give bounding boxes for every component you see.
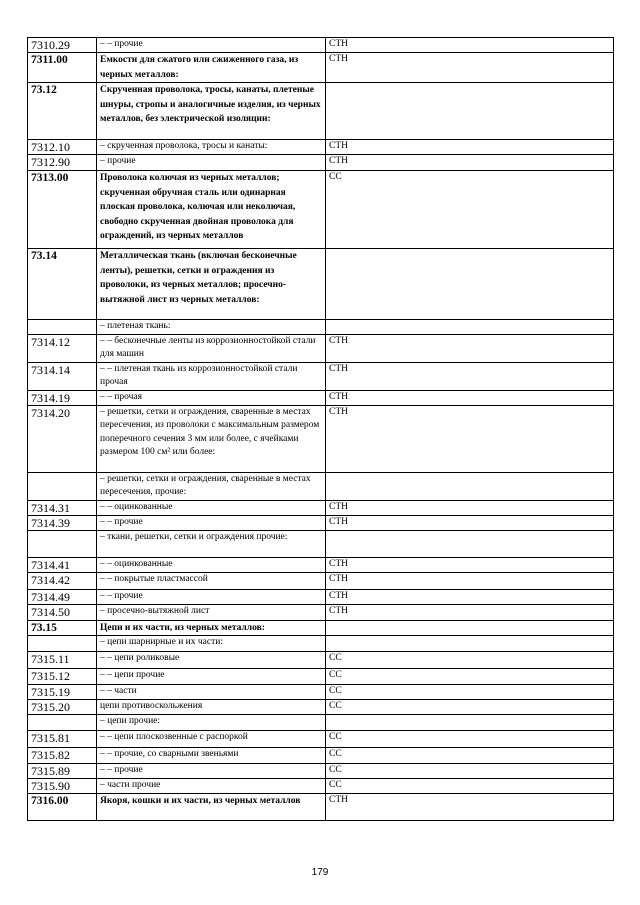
certification-cell: СТН [326,572,614,589]
table-row [28,249,614,320]
certification-cell [326,83,614,140]
certification-cell: СТН [326,155,614,171]
table-row [28,620,614,636]
certification-cell: СТН [326,589,614,604]
table-row [28,652,614,669]
table-row [28,515,614,530]
description-cell: – – цепи прочие [97,669,326,685]
table-row [28,334,614,362]
table-row [28,362,614,390]
code-cell: 7314.50 [28,604,97,620]
tariff-table [27,37,614,821]
certification-cell: СТН [326,334,614,362]
code-cell: 7312.10 [28,140,97,155]
table-row [28,794,614,821]
table-row [28,320,614,335]
certification-cell: СС [326,685,614,700]
certification-cell: СТН [326,405,614,472]
code-cell: 7314.20 [28,405,97,472]
description-cell: – просечно-вытяжной лист [97,604,326,620]
certification-cell: СС [326,669,614,685]
table-row [28,715,614,731]
table-row [28,530,614,557]
code-cell: 7314.14 [28,362,97,390]
description-cell: – – цепи роликовые [97,652,326,669]
table-row [28,589,614,604]
code-cell: 7315.19 [28,685,97,700]
code-cell: 7312.90 [28,155,97,171]
table-row [28,140,614,155]
code-cell: 7314.49 [28,589,97,604]
table-row [28,472,614,500]
description-cell: Якоря, кошки и их части, из черных металлов [97,794,326,821]
code-cell: 7316.00 [28,794,97,821]
table-row [28,779,614,794]
table-row [28,764,614,779]
description-cell: – цепи прочие: [97,715,326,731]
table-row [28,53,614,83]
table-row [28,700,614,715]
description-cell: – – части [97,685,326,700]
certification-cell: СС [326,700,614,715]
code-cell: 7314.19 [28,390,97,405]
description-cell: – – прочие [97,515,326,530]
certification-cell: СС [326,779,614,794]
code-cell: 7313.00 [28,171,97,249]
code-cell: 7314.42 [28,572,97,589]
code-cell: 7314.41 [28,557,97,572]
code-cell: 7315.90 [28,779,97,794]
certification-cell [326,249,614,320]
description-cell: – решетки, сетки и ограждения, сваренные в местах пересечения, прочие: [97,472,326,500]
table-row [28,731,614,748]
table-row [28,748,614,764]
table-row [28,171,614,249]
table-row [28,636,614,652]
table-body [28,38,614,821]
table-row [28,500,614,515]
certification-cell: СТН [326,500,614,515]
code-cell [28,530,97,557]
table-row [28,155,614,171]
certification-cell: СТН [326,557,614,572]
table-row [28,83,614,140]
code-cell [28,320,97,335]
description-cell: – ткани, решетки, сетки и ограждения прочие: [97,530,326,557]
code-cell: 7315.82 [28,748,97,764]
table-row [28,669,614,685]
certification-cell: СТН [326,390,614,405]
code-cell: 7315.12 [28,669,97,685]
description-cell: – – покрытые пластмассой [97,572,326,589]
description-cell: – – бесконечные ленты из коррозионностойкой стали для машин [97,334,326,362]
certification-cell [326,472,614,500]
table-row [28,38,614,53]
code-cell: 7314.31 [28,500,97,515]
code-cell [28,715,97,731]
certification-cell: СТН [326,515,614,530]
description-cell: – – прочие [97,764,326,779]
code-cell [28,636,97,652]
description-cell: – – прочие, со сварными звеньями [97,748,326,764]
code-cell: 7315.89 [28,764,97,779]
description-cell: – – оцинкованные [97,557,326,572]
table-row [28,557,614,572]
code-cell: 73.12 [28,83,97,140]
certification-cell: СТН [326,362,614,390]
certification-cell: СС [326,731,614,748]
description-cell: – – оцинкованные [97,500,326,515]
table-row [28,572,614,589]
description-cell: – части прочие [97,779,326,794]
certification-cell [326,320,614,335]
description-cell: – плетеная ткань: [97,320,326,335]
certification-cell: СС [326,652,614,669]
certification-cell: СТН [326,604,614,620]
code-cell: 7314.39 [28,515,97,530]
certification-cell: СТН [326,140,614,155]
table-row [28,390,614,405]
certification-cell: СС [326,748,614,764]
certification-cell [326,715,614,731]
description-cell: – – прочие [97,589,326,604]
code-cell: 7310.29 [28,38,97,53]
description-cell: – – плетеная ткань из коррозионностойкой стали прочая [97,362,326,390]
code-cell: 7311.00 [28,53,97,83]
certification-cell: СС [326,764,614,779]
description-cell: Проволока колючая из черных металлов; скрученная обручная сталь или одинарная плоская проволока, колючая или неколючая, свободно скрученная двойная проволока для ограждений, из черных металлов [97,171,326,249]
certification-cell [326,620,614,636]
certification-cell: СТН [326,38,614,53]
description-cell: – – прочая [97,390,326,405]
code-cell [28,472,97,500]
code-cell: 7314.12 [28,334,97,362]
description-cell: – прочие [97,155,326,171]
certification-cell: СТН [326,53,614,83]
description-cell: – цепи шарнирные и их части: [97,636,326,652]
description-cell: Скрученная проволока, тросы, канаты, плетеные шнуры, стропы и аналогичные изделия, из черных металлов, без электрической изоляции: [97,83,326,140]
table-row [28,604,614,620]
code-cell: 7315.81 [28,731,97,748]
code-cell: 73.14 [28,249,97,320]
description-cell: – решетки, сетки и ограждения, сваренные в местах пересечения, из проволоки с максимальным размером поперечного сечения 3 мм или более, с ячейками размером 100 см² или более: [97,405,326,472]
certification-cell: СТН [326,794,614,821]
description-cell: – – прочие [97,38,326,53]
code-cell: 7315.11 [28,652,97,669]
description-cell: цепи противоскольжения [97,700,326,715]
page-number: 179 [311,867,329,878]
description-cell: Металлическая ткань (включая бесконечные ленты), решетки, сетки и ограждения из проволоки, из черных металлов; просечно-вытяжной лист из черных металлов: [97,249,326,320]
certification-cell [326,530,614,557]
description-cell: – скрученная проволока, тросы и канаты: [97,140,326,155]
description-cell: – – цепи плоскозвенные с распоркой [97,731,326,748]
certification-cell [326,636,614,652]
table-row [28,685,614,700]
code-cell: 73.15 [28,620,97,636]
code-cell: 7315.20 [28,700,97,715]
certification-cell: СС [326,171,614,249]
description-cell: Цепи и их части, из черных металлов: [97,620,326,636]
description-cell: Емкости для сжатого или сжиженного газа, из черных металлов: [97,53,326,83]
table-row [28,405,614,472]
